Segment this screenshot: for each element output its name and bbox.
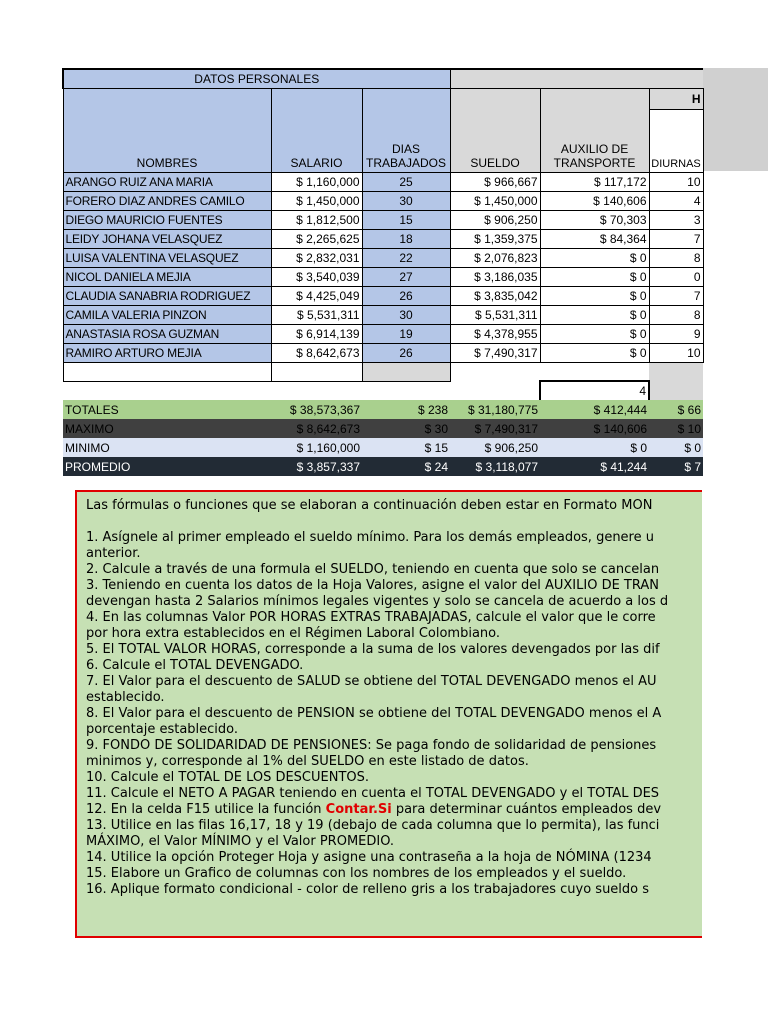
minimo-sueldo: $ 906,250 [450,438,540,457]
employee-dias: 25 [362,172,450,191]
totales-label: TOTALES [63,400,271,419]
empty-cell [649,362,703,381]
employee-dias: 15 [362,210,450,229]
employee-salario: $ 2,832,031 [271,248,362,267]
maximo-row [63,419,703,438]
instruction-13b: MÁXIMO, el Valor MÍNIMO y el Valor PROMEDIO. [86,834,395,849]
empty-cell [271,381,362,400]
instruction-9a: 9. FONDO DE SOLIDARIDAD DE PENSIONES: Se paga fondo de solidaridad de pensiones [86,738,657,753]
empty-cell [450,362,540,381]
employee-sueldo: $ 3,186,035 [450,267,540,286]
instruction-4b: por hora extra establecidos en el Régimen Laboral Colombiano. [86,626,501,641]
promedio-diurnas: $ 7 [649,457,703,476]
instructions-intro: Las fórmulas o funciones que se elaboran a continuación deben estar en Formato MON [86,498,653,513]
employee-name: CAMILA VALERIA PINZON [63,305,271,324]
salario-header: SALARIO [271,88,362,172]
employee-name: DIEGO MAURICIO FUENTES [63,210,271,229]
employee-name: NICOL DANIELA MEJIA [63,267,271,286]
employee-row [63,210,703,229]
employee-auxilio: $ 84,364 [540,229,649,248]
employee-name: CLAUDIA SANABRIA RODRIGUEZ [63,286,271,305]
payroll-table [62,68,704,476]
count-cell: 4 [540,381,649,400]
employee-dias: 22 [362,248,450,267]
spreadsheet [62,68,702,476]
instruction-3b: devengan hasta 2 Salarios mínimos legales vigentes y solo se cancela de acuerdo a los d [86,594,669,609]
employee-auxilio: $ 0 [540,343,649,362]
instructions-box [75,490,702,938]
totales-diurnas: $ 66 [649,400,703,419]
empty-cell [450,381,540,400]
employee-salario: $ 3,540,039 [271,267,362,286]
maximo-sueldo: $ 7,490,317 [450,419,540,438]
employee-diurnas: 8 [649,248,703,267]
employee-row [63,191,703,210]
promedio-label: PROMEDIO [63,457,271,476]
dias-label-2: TRABAJADOS [366,155,447,170]
employee-diurnas: 7 [649,286,703,305]
employee-auxilio: $ 70,303 [540,210,649,229]
employee-diurnas: 0 [649,267,703,286]
employee-auxilio: $ 117,172 [540,172,649,191]
employee-row [63,324,703,343]
employee-row [63,305,703,324]
employee-name: FORERO DIAZ ANDRES CAMILO [63,191,271,210]
instruction-7a: 7. El Valor para el descuento de SALUD se obtiene del TOTAL DEVENGADO menos el AU [86,674,657,689]
employee-salario: $ 1,812,500 [271,210,362,229]
instruction-12-pre: 12. En la celda F15 utilice la función [86,802,326,817]
diurnas-header: DIURNAS [650,110,703,172]
employee-salario: $ 5,531,311 [271,305,362,324]
employee-row [63,267,703,286]
employee-diurnas: 10 [649,343,703,362]
empty-cell [271,362,362,381]
maximo-auxilio: $ 140,606 [540,419,649,438]
promedio-sueldo: $ 3,118,077 [450,457,540,476]
employee-dias: 26 [362,343,450,362]
employee-diurnas: 3 [649,210,703,229]
sueldo-header: SUELDO [450,88,540,172]
instruction-11: 11. Calcule el NETO A PAGAR teniendo en cuenta el TOTAL DEVENGADO y el TOTAL DES [86,786,660,801]
employee-diurnas: 4 [649,191,703,210]
auxilio-label-2: TRANSPORTE [553,155,636,170]
empty-cell [63,381,271,400]
employee-salario: $ 8,642,673 [271,343,362,362]
instruction-9b: minimos y, corresponde al 1% del SUELDO en este listado de datos. [86,754,529,769]
instruction-6: 6. Calcule el TOTAL DEVENGADO. [86,658,304,673]
employee-sueldo: $ 2,076,823 [450,248,540,267]
employee-dias: 30 [362,305,450,324]
employee-sueldo: $ 966,667 [450,172,540,191]
dias-trabajados-header [362,88,450,172]
totales-dias: $ 238 [362,400,450,419]
employee-row [63,248,703,267]
employee-diurnas: 9 [649,324,703,343]
auxilio-label-1: AUXILIO DE [560,141,629,156]
horas-header [649,88,703,172]
employee-sueldo: $ 4,378,955 [450,324,540,343]
grey-side-block [702,68,768,171]
maximo-label: MAXIMO [63,419,271,438]
employee-sueldo: $ 7,490,317 [450,343,540,362]
employee-diurnas: 10 [649,172,703,191]
empty-cell [362,362,450,381]
totales-auxilio: $ 412,444 [540,400,649,419]
instruction-10: 10. Calcule el TOTAL DE LOS DESCUENTOS. [86,770,370,785]
minimo-row [63,438,703,457]
employee-salario: $ 4,425,049 [271,286,362,305]
employee-auxilio: $ 0 [540,324,649,343]
minimo-salario: $ 1,160,000 [271,438,362,457]
instruction-8a: 8. El Valor para el descuento de PENSION se obtiene del TOTAL DEVENGADO menos el A [86,706,662,721]
employee-name: LUISA VALENTINA VELASQUEZ [63,248,271,267]
horas-partial-label: H [650,89,703,110]
minimo-label: MINIMO [63,438,271,457]
employee-name: RAMIRO ARTURO MEJIA [63,343,271,362]
instruction-5: 5. El TOTAL VALOR HORAS, corresponde a la suma de los valores devengados por las dif [86,642,660,657]
employee-sueldo: $ 1,359,375 [450,229,540,248]
instruction-4a: 4. En las columnas Valor POR HORAS EXTRAS TRABAJADAS, calcule el valor que le corre [86,610,656,625]
instruction-1b: anterior. [86,546,141,561]
employee-salario: $ 1,450,000 [271,191,362,210]
employee-row [63,286,703,305]
employee-sueldo: $ 5,531,311 [450,305,540,324]
employee-sueldo: $ 906,250 [450,210,540,229]
employee-auxilio: $ 0 [540,305,649,324]
instruction-15: 15. Elabore un Grafico de columnas con los nombres de los empleados y el sueldo. [86,866,627,881]
employee-diurnas: 7 [649,229,703,248]
empty-cell [63,362,271,381]
count-row [63,381,703,400]
dias-label-1: DIAS [392,141,421,156]
instruction-13a: 13. Utilice en las filas 16,17, 18 y 19 (debajo de cada columna que lo permita), las funci [86,818,660,833]
instruction-2: 2. Calcule a través de una formula el SUELDO, teniendo en cuenta que solo se cancelan [86,562,660,577]
employee-row [63,229,703,248]
instruction-1a: 1. Asígnele al primer empleado el sueldo mínimo. Para los demás empleados, genere u [86,530,654,545]
instruction-12 [86,802,702,818]
instruction-7b: establecido. [86,690,165,705]
employee-dias: 18 [362,229,450,248]
promedio-auxilio: $ 41,244 [540,457,649,476]
empty-cell [540,362,649,381]
instruction-12-post: para determinar cuántos empleados dev [391,802,662,817]
employee-auxilio: $ 0 [540,286,649,305]
promedio-salario: $ 3,857,337 [271,457,362,476]
employee-dias: 26 [362,286,450,305]
totales-salario: $ 38,573,367 [271,400,362,419]
employee-sueldo: $ 1,450,000 [450,191,540,210]
minimo-dias: $ 15 [362,438,450,457]
nombres-header: NOMBRES [63,88,271,172]
empty-row [63,362,703,381]
totales-row [63,400,703,419]
employee-name: ANASTASIA ROSA GUZMAN [63,324,271,343]
datos-personales-header: DATOS PERSONALES [63,69,450,88]
employee-dias: 19 [362,324,450,343]
instruction-14: 14. Utilice la opción Proteger Hoja y asigne una contraseña a la hoja de NÓMINA (1234 [86,850,652,865]
employee-sueldo: $ 3,835,042 [450,286,540,305]
employee-auxilio: $ 0 [540,267,649,286]
employee-row [63,172,703,191]
instruction-8b: porcentaje establecido. [86,722,239,737]
empty-cell [362,381,450,400]
empty-cell [649,381,703,400]
employee-dias: 27 [362,267,450,286]
employee-auxilio: $ 0 [540,248,649,267]
instruction-3a: 3. Teniendo en cuenta los datos de la Hoja Valores, asigne el valor del AUXILIO DE TRAN [86,578,659,593]
spacer [86,514,702,530]
maximo-dias: $ 30 [362,419,450,438]
promedio-row [63,457,703,476]
contar-si-function: Contar.Si [325,802,392,817]
employee-name: ARANGO RUIZ ANA MARIA [63,172,271,191]
totales-sueldo: $ 31,180,775 [450,400,540,419]
employee-auxilio: $ 140,606 [540,191,649,210]
employee-dias: 30 [362,191,450,210]
employee-salario: $ 2,265,625 [271,229,362,248]
header-grey-band [450,69,703,88]
minimo-diurnas: $ 0 [649,438,703,457]
promedio-dias: $ 24 [362,457,450,476]
maximo-salario: $ 8,642,673 [271,419,362,438]
employee-salario: $ 6,914,139 [271,324,362,343]
employee-salario: $ 1,160,000 [271,172,362,191]
minimo-auxilio: $ 0 [540,438,649,457]
instruction-16: 16. Aplique formato condicional - color de relleno gris a los trabajadores cuyo sueldo s [86,882,650,897]
employee-name: LEIDY JOHANA VELASQUEZ [63,229,271,248]
auxilio-header [540,88,649,172]
maximo-diurnas: $ 10 [649,419,703,438]
employee-row [63,343,703,362]
employee-diurnas: 8 [649,305,703,324]
